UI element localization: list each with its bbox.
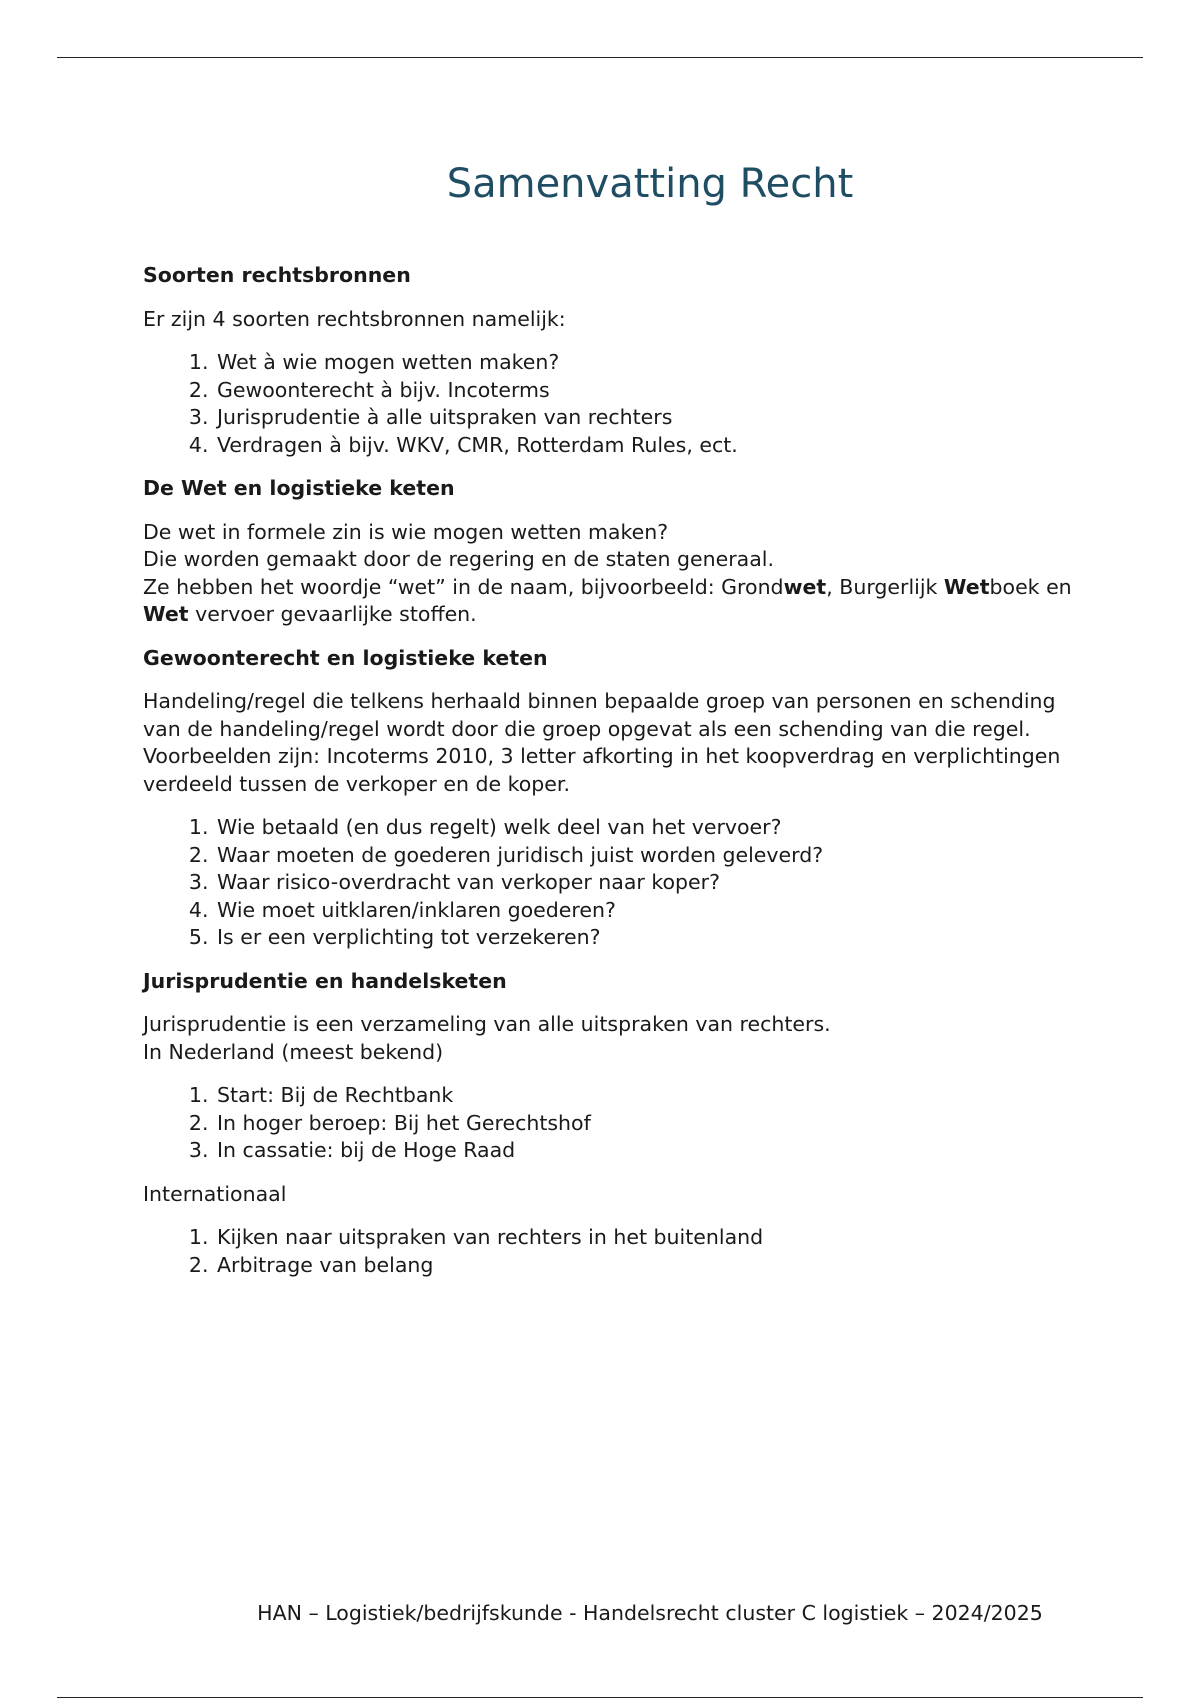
list-item: 4. Wie moet uitklaren/inklaren goederen?	[215, 897, 1083, 925]
list-item: 1. Wie betaald (en dus regelt) welk deel van het vervoer?	[215, 814, 1083, 842]
list-item: 3. Jurisprudentie à alle uitspraken van rechters	[215, 404, 1083, 432]
heading-jurisprudentie: Jurisprudentie en handelsketen	[143, 968, 507, 993]
paragraph-jurisprudentie	[143, 1011, 1083, 1066]
list-internationaal	[143, 1224, 1083, 1279]
intro-rechtsbronnen: Er zijn 4 soorten rechtsbronnen namelijk:	[143, 306, 566, 331]
label-internationaal: Internationaal	[143, 1181, 287, 1206]
wet-line-3a: Ze hebben het woordje “wet” in de naam, bijvoorbeeld: Grond	[143, 574, 784, 599]
page-footer: HAN – Logistiek/bedrijfskunde - Handelsrecht cluster C logistiek – 2024/2025	[257, 1601, 1043, 1625]
heading-soorten-rechtsbronnen: Soorten rechtsbronnen	[143, 263, 411, 287]
page-title: Samenvatting Recht	[446, 161, 854, 207]
list-item: 2. In hoger beroep: Bij het Gerechtshof	[215, 1110, 1083, 1138]
jurisprudentie-line-2: In Nederland (meest bekend)	[143, 1039, 444, 1064]
wet-line-2: Die worden gemaakt door de regering en de staten generaal.	[143, 547, 775, 571]
paragraph-wet	[143, 519, 1083, 629]
list-item: 3. Waar risico-overdracht van verkoper naar koper?	[215, 869, 1083, 897]
heading-gewoonterecht: Gewoonterecht en logistieke keten	[143, 645, 548, 670]
heading-wet-logistieke-keten: De Wet en logistieke keten	[143, 476, 455, 500]
list-gewoonterecht	[143, 814, 1083, 952]
document-body	[143, 262, 1083, 1295]
list-item: 4. Verdragen à bijv. WKV, CMR, Rotterdam Rules, ect.	[215, 432, 1083, 460]
list-item: 3. In cassatie: bij de Hoge Raad	[215, 1137, 1083, 1165]
wet-line-3g: vervoer gevaarlijke stoffen.	[188, 602, 477, 626]
wet-line-3c: , Burgerlijk	[826, 574, 944, 599]
list-item: 2. Gewoonterecht à bijv. Incoterms	[215, 377, 1083, 405]
list-item: 1. Start: Bij de Rechtbank	[215, 1082, 1083, 1110]
bottom-rule	[57, 1697, 1143, 1698]
bold-wet: wet	[783, 574, 827, 599]
bold-wet: Wet	[143, 602, 189, 626]
list-item: 2. Arbitrage van belang	[215, 1252, 1083, 1280]
list-rechtsbronnen	[143, 349, 1083, 459]
wet-line-3e: boek en	[989, 574, 1072, 599]
list-item: 1. Wet à wie mogen wetten maken?	[215, 349, 1083, 377]
top-rule	[57, 57, 1143, 58]
list-nederland	[143, 1082, 1083, 1165]
list-item: 2. Waar moeten de goederen juridisch juist worden geleverd?	[215, 842, 1083, 870]
list-item: 5. Is er een verplichting tot verzekeren?	[215, 924, 1083, 952]
jurisprudentie-line-1: Jurisprudentie is een verzameling van alle uitspraken van rechters.	[143, 1012, 831, 1036]
paragraph-gewoonterecht: Handeling/regel die telkens herhaald binnen bepaalde groep van personen en schending van de handeling/regel wordt door die groep opgevat als een schending van die regel. Voorbeelden zijn: Incoterms 2010, 3 letter afkorting in het koopverdrag en verplichtingen verdeeld tussen de verkoper en de koper.	[143, 689, 1061, 796]
wet-line-1: De wet in formele zin is wie mogen wetten maken?	[143, 519, 669, 544]
bold-wet: Wet	[943, 574, 990, 599]
list-item: 1. Kijken naar uitspraken van rechters in het buitenland	[215, 1224, 1083, 1252]
